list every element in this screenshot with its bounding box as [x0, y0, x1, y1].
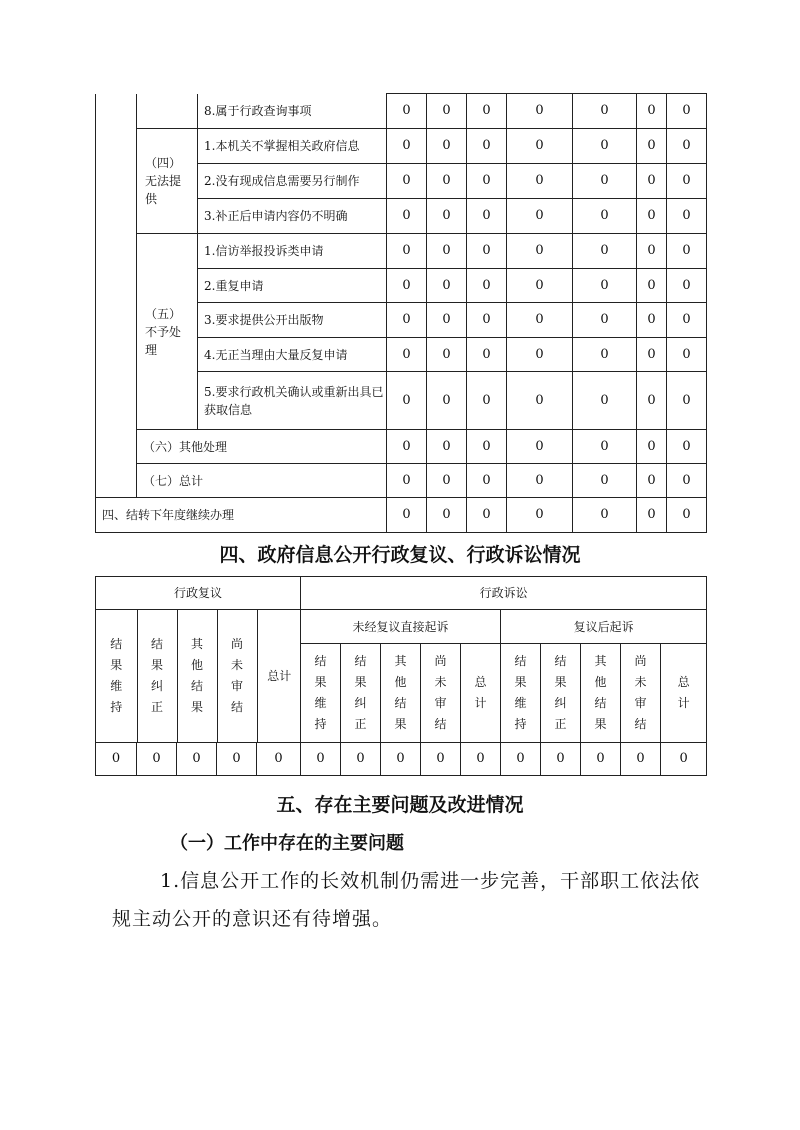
value-cell: 0 [637, 498, 667, 533]
value-cell: 0 [467, 269, 507, 303]
after-reconsideration-header: 复议后起诉 [501, 610, 707, 644]
value-cell: 0 [507, 129, 573, 164]
column-header-text: 总计 [677, 675, 690, 711]
reconsideration-header: 行政复议 [96, 577, 301, 610]
value-cell: 0 [467, 498, 507, 533]
column-header-text: 其他结果 [594, 654, 607, 732]
value-cell: 0 [507, 94, 573, 129]
column-header [581, 644, 621, 743]
column-header [381, 644, 421, 743]
column-header-text: 结果纠正 [554, 654, 567, 732]
value-cell: 0 [387, 464, 427, 498]
value-cell: 0 [637, 464, 667, 498]
outer-category-cell [96, 94, 137, 498]
value-cell: 0 [667, 338, 707, 372]
value-cell: 0 [541, 743, 581, 776]
category-label-line: （五） [145, 306, 182, 321]
value-cell: 0 [661, 743, 707, 776]
value-cell: 0 [427, 464, 467, 498]
review-litigation-table [95, 576, 707, 776]
value-cell: 0 [461, 743, 501, 776]
value-cell: 0 [507, 464, 573, 498]
row-label: 四、结转下年度继续办理 [96, 498, 387, 533]
value-cell: 0 [467, 164, 507, 199]
row-label: （七）总计 [137, 464, 387, 498]
value-cell: 0 [387, 129, 427, 164]
row-label: 2.没有现成信息需要另行制作 [198, 164, 387, 199]
value-cell: 0 [573, 464, 637, 498]
table-row [96, 234, 707, 269]
value-cell: 0 [467, 129, 507, 164]
row-label: 3.补正后申请内容仍不明确 [198, 199, 387, 234]
value-cell: 0 [467, 464, 507, 498]
value-cell: 0 [387, 94, 427, 129]
value-cell: 0 [301, 743, 341, 776]
direct-suit-header: 未经复议直接起诉 [301, 610, 501, 644]
column-header [96, 610, 137, 742]
column-header-text: 结果维持 [514, 654, 527, 732]
value-cell: 0 [257, 743, 301, 776]
value-cell: 0 [573, 164, 637, 199]
value-cell: 0 [667, 269, 707, 303]
value-cell: 0 [637, 430, 667, 464]
value-cell: 0 [427, 372, 467, 430]
value-cell: 0 [177, 743, 217, 776]
value-cell: 0 [427, 303, 467, 338]
application-handling-table [95, 93, 707, 533]
value-cell: 0 [667, 498, 707, 533]
column-header [301, 644, 341, 743]
column-header [217, 610, 257, 742]
value-cell: 0 [667, 372, 707, 430]
category-label-line: 理 [145, 342, 158, 357]
value-cell: 0 [427, 234, 467, 269]
value-cell: 0 [637, 164, 667, 199]
value-cell: 0 [637, 372, 667, 430]
value-cell: 0 [667, 303, 707, 338]
value-cell: 0 [387, 199, 427, 234]
value-cell: 0 [421, 743, 461, 776]
column-header [621, 644, 661, 743]
value-cell: 0 [387, 303, 427, 338]
value-cell: 0 [507, 234, 573, 269]
value-cell: 0 [573, 269, 637, 303]
value-cell: 0 [467, 94, 507, 129]
value-cell: 0 [573, 498, 637, 533]
row-label: 2.重复申请 [198, 269, 387, 303]
column-header-text: 结果维持 [110, 637, 123, 714]
litigation-header: 行政诉讼 [301, 577, 707, 610]
value-cell: 0 [387, 269, 427, 303]
column-header-text: 总计 [474, 675, 487, 711]
value-cell: 0 [387, 338, 427, 372]
value-cell: 0 [667, 94, 707, 129]
category-label-line: （四） [145, 156, 182, 170]
column-header [257, 610, 301, 742]
row-label: （六）其他处理 [137, 430, 387, 464]
value-cell: 0 [637, 129, 667, 164]
reconsideration-columns [96, 610, 301, 743]
value-cell: 0 [573, 199, 637, 234]
value-cell: 0 [427, 164, 467, 199]
value-cell: 0 [507, 430, 573, 464]
column-header-text: 其他结果 [191, 637, 204, 714]
value-cell: 0 [427, 338, 467, 372]
column-header [541, 644, 581, 743]
row-label: 5.要求行政机关确认或重新出具已获取信息 [198, 372, 387, 430]
column-header [501, 644, 541, 743]
section-4-title: 四、政府信息公开行政复议、行政诉讼情况 [219, 544, 581, 566]
column-header [421, 644, 461, 743]
value-cell: 0 [667, 129, 707, 164]
column-header-text: 尚未审结 [231, 637, 244, 714]
category-group5 [137, 234, 198, 430]
row-label: 1.本机关不掌握相关政府信息 [198, 129, 387, 164]
value-cell: 0 [341, 743, 381, 776]
category-label-line: 供 [145, 192, 158, 206]
value-cell: 0 [427, 269, 467, 303]
value-cell: 0 [387, 234, 427, 269]
value-cell: 0 [507, 372, 573, 430]
value-cell: 0 [637, 234, 667, 269]
category-label-line: 不予处 [145, 324, 182, 339]
value-cell: 0 [507, 269, 573, 303]
value-cell: 0 [667, 464, 707, 498]
value-cell: 0 [667, 164, 707, 199]
value-cell: 0 [507, 303, 573, 338]
value-cell: 0 [667, 199, 707, 234]
table-row [96, 498, 707, 533]
column-header-text: 结果纠正 [354, 654, 367, 732]
value-cell: 0 [581, 743, 621, 776]
value-cell: 0 [573, 94, 637, 129]
value-cell: 0 [427, 498, 467, 533]
category-label-line: 无法提 [145, 174, 182, 188]
value-cell: 0 [467, 372, 507, 430]
value-cell: 0 [137, 743, 177, 776]
value-cell: 0 [573, 303, 637, 338]
value-cell: 0 [381, 743, 421, 776]
value-cell: 0 [573, 129, 637, 164]
value-cell: 0 [387, 164, 427, 199]
value-cell: 0 [637, 338, 667, 372]
value-cell: 0 [427, 129, 467, 164]
value-cell: 0 [467, 199, 507, 234]
column-header-text: 其他结果 [394, 654, 407, 732]
value-cell: 0 [217, 743, 257, 776]
value-cell: 0 [573, 338, 637, 372]
value-cell: 0 [507, 164, 573, 199]
value-cell: 0 [573, 430, 637, 464]
value-cell: 0 [507, 498, 573, 533]
value-cell: 0 [573, 234, 637, 269]
value-cell: 0 [467, 303, 507, 338]
value-cell: 0 [667, 234, 707, 269]
value-cell: 0 [507, 338, 573, 372]
column-header [661, 644, 707, 743]
column-header [177, 610, 217, 742]
value-cell: 0 [427, 94, 467, 129]
column-header [137, 610, 177, 742]
paragraph-1: 1.信息公开工作的长效机制仍需进一步完善，干部职工依法依规主动公开的意识还有待增强。 [112, 870, 701, 930]
table-row [96, 129, 707, 164]
value-cell: 0 [96, 743, 137, 776]
value-cell: 0 [387, 430, 427, 464]
value-cell: 0 [467, 338, 507, 372]
table-row [96, 430, 707, 464]
table-row [96, 464, 707, 498]
category-continued [137, 94, 198, 129]
column-header-text: 结果维持 [314, 654, 327, 732]
row-label: 3.要求提供公开出版物 [198, 303, 387, 338]
column-header-text: 尚未审结 [634, 654, 647, 732]
value-cell: 0 [467, 234, 507, 269]
category-group4 [137, 129, 198, 234]
value-cell: 0 [621, 743, 661, 776]
value-cell: 0 [501, 743, 541, 776]
value-cell: 0 [427, 199, 467, 234]
value-cell: 0 [427, 430, 467, 464]
column-header-text: 尚未审结 [434, 654, 447, 732]
section-5-title: 五、存在主要问题及改进情况 [276, 794, 524, 816]
subsection-1-title: （一）工作中存在的主要问题 [170, 833, 404, 854]
value-cell: 0 [387, 372, 427, 430]
value-cell: 0 [637, 94, 667, 129]
column-header [341, 644, 381, 743]
value-cell: 0 [667, 430, 707, 464]
row-label: 8.属于行政查询事项 [198, 94, 387, 129]
value-cell: 0 [467, 430, 507, 464]
column-header-text: 结果纠正 [151, 637, 164, 714]
value-cell: 0 [637, 199, 667, 234]
row-label: 1.信访举报投诉类申请 [198, 234, 387, 269]
table-row [96, 94, 707, 129]
column-header-text: 总计 [267, 668, 292, 683]
value-cell: 0 [637, 269, 667, 303]
value-cell: 0 [637, 303, 667, 338]
column-header [461, 644, 501, 743]
value-cell: 0 [387, 498, 427, 533]
row-label: 4.无正当理由大量反复申请 [198, 338, 387, 372]
value-cell: 0 [573, 372, 637, 430]
value-cell: 0 [507, 199, 573, 234]
